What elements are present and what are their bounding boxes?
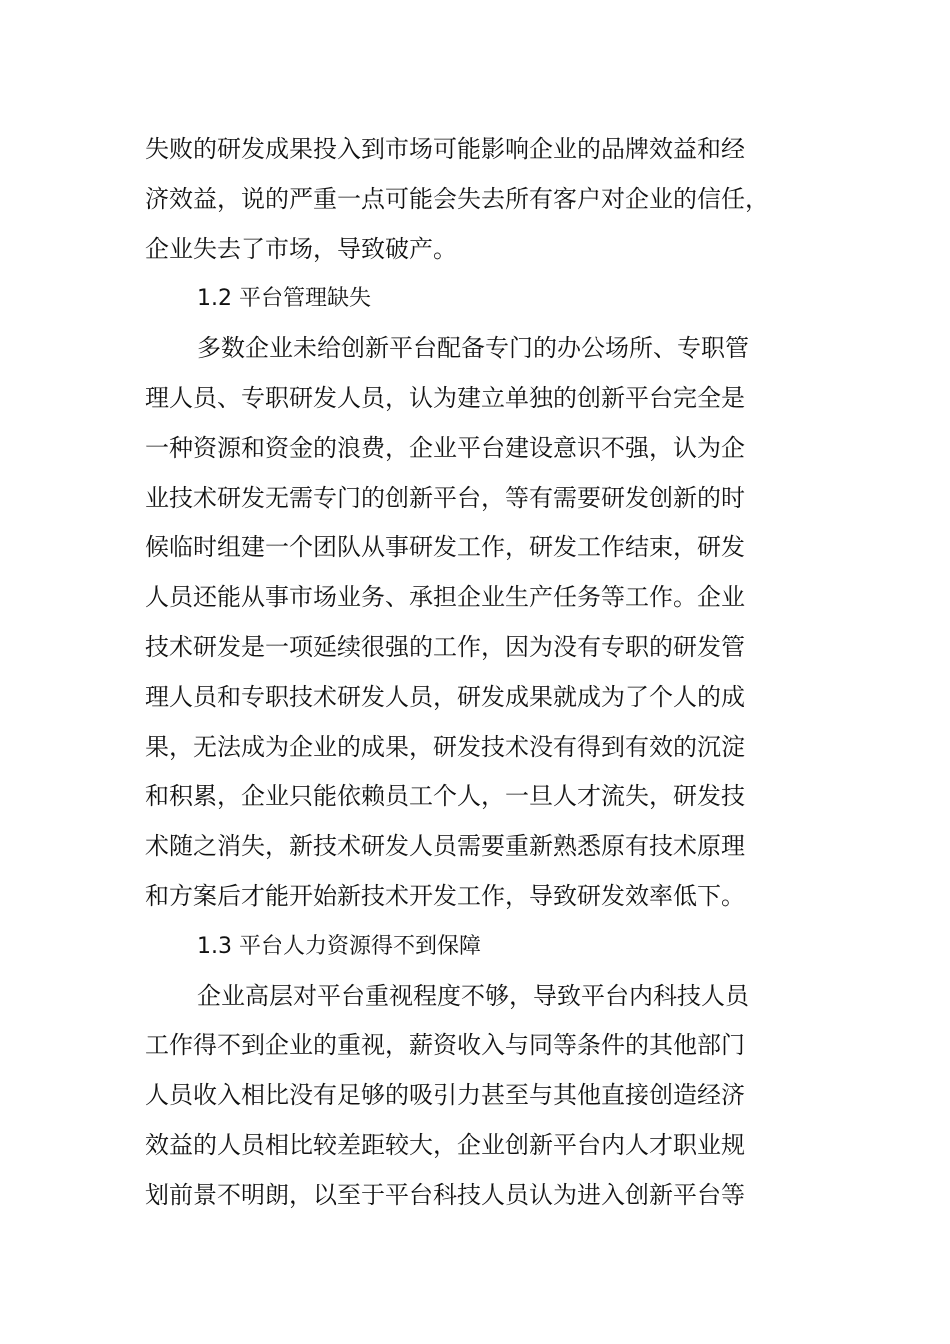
paragraph-line: 人员收入相比没有足够的吸引力甚至与其他直接创造经济 bbox=[145, 1081, 745, 1110]
document-body bbox=[145, 125, 805, 1221]
paragraph-line: 一种资源和资金的浪费，企业平台建设意识不强，认为企 bbox=[145, 433, 745, 462]
paragraph-line: 济效益，说的严重一点可能会失去所有客户对企业的信任， bbox=[145, 184, 769, 213]
paragraph-line: 理人员和专职技术研发人员，研发成果就成为了个人的成 bbox=[145, 682, 745, 711]
paragraph-line: 和方案后才能开始新技术开发工作，导致研发效率低下。 bbox=[145, 881, 745, 910]
section-heading-1-3: 1.3 平台人力资源得不到保障 bbox=[197, 933, 481, 959]
paragraph-line: 业技术研发无需专门的创新平台，等有需要研发创新的时 bbox=[145, 483, 745, 512]
paragraph-line: 技术研发是一项延续很强的工作，因为没有专职的研发管 bbox=[145, 632, 745, 661]
section-heading-1-2: 1.2 平台管理缺失 bbox=[197, 286, 371, 312]
paragraph-line: 人员还能从事市场业务、承担企业生产任务等工作。企业 bbox=[145, 583, 745, 612]
paragraph-line: 多数企业未给创新平台配备专门的办公场所、专职管 bbox=[197, 334, 749, 363]
paragraph-line: 失败的研发成果投入到市场可能影响企业的品牌效益和经 bbox=[145, 135, 745, 163]
paragraph-line: 工作得不到企业的重视，薪资收入与同等条件的其他部门 bbox=[145, 1031, 745, 1060]
paragraph-line: 企业失去了市场，导致破产。 bbox=[145, 234, 457, 263]
paragraph-line: 理人员、专职研发人员，认为建立单独的创新平台完全是 bbox=[145, 383, 745, 412]
paragraph-line: 划前景不明朗，以至于平台科技人员认为进入创新平台等 bbox=[145, 1180, 745, 1209]
paragraph-line: 和积累，企业只能依赖员工个人，一旦人才流失，研发技 bbox=[145, 782, 745, 811]
paragraph-line: 效益的人员相比较差距较大，企业创新平台内人才职业规 bbox=[145, 1130, 745, 1159]
paragraph-line: 企业高层对平台重视程度不够，导致平台内科技人员 bbox=[197, 981, 749, 1010]
paragraph-line: 术随之消失，新技术研发人员需要重新熟悉原有技术原理 bbox=[145, 832, 745, 861]
paragraph-line: 果，无法成为企业的成果，研发技术没有得到有效的沉淀 bbox=[145, 732, 745, 761]
paragraph-line: 候临时组建一个团队从事研发工作，研发工作结束，研发 bbox=[145, 533, 745, 562]
